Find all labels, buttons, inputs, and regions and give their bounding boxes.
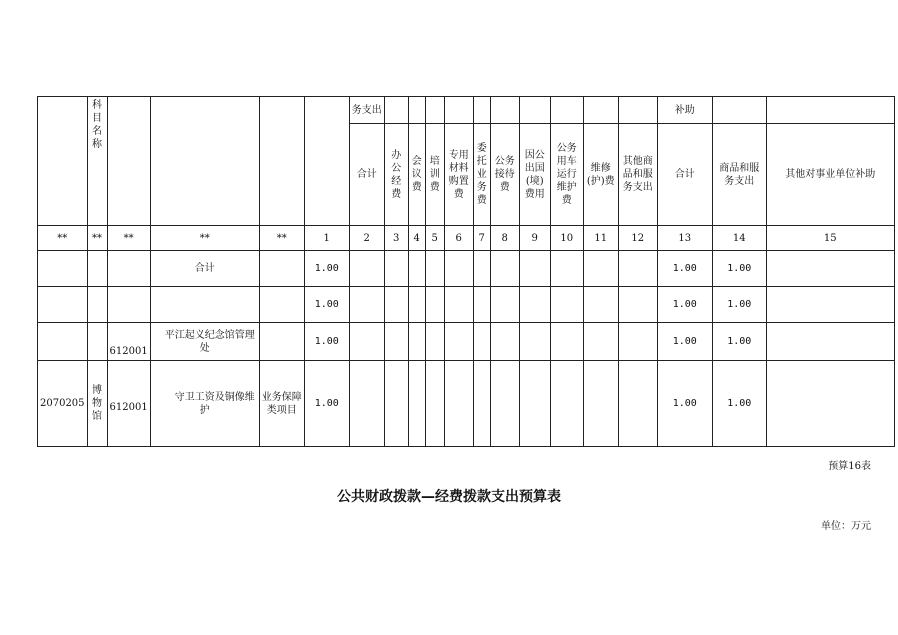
- cell-goods-services: 1.00: [712, 323, 766, 361]
- code-cell: **: [107, 226, 150, 251]
- subcol-header: [408, 124, 425, 226]
- subcol-label: 专用材料购置费: [448, 149, 469, 200]
- cell-project-type: 业务保障类项目: [259, 361, 304, 447]
- code-cell: 3: [384, 226, 408, 251]
- cell-unit-name: 合计: [150, 251, 259, 287]
- header-cell-3: [107, 97, 150, 226]
- subcol-label: 合计: [356, 169, 377, 180]
- subcol-header: [519, 124, 550, 226]
- cell-subject-name-text: 博物馆: [92, 385, 103, 422]
- cell-total: 1.00: [304, 287, 349, 323]
- code-cell: 1: [304, 226, 349, 251]
- subcol-header: [712, 124, 766, 226]
- cell-unit-code: [107, 251, 150, 287]
- cell-other-subsidy: [766, 323, 894, 361]
- cell-project-type: [259, 323, 304, 361]
- subcol-header: [490, 124, 519, 226]
- subcol-label: 培训费: [429, 156, 440, 193]
- header-row-1: [38, 97, 895, 124]
- header-cell-6: [304, 97, 349, 226]
- code-cell: 6: [444, 226, 473, 251]
- code-cell: **: [87, 226, 107, 251]
- subcol-label: 办公经费: [391, 149, 402, 200]
- header-blank: [490, 97, 519, 124]
- table-row: [38, 251, 895, 287]
- subcol-label: 维修(护)费: [586, 162, 615, 187]
- cell-subject-code: [38, 323, 88, 361]
- code-cell: 12: [618, 226, 657, 251]
- cell-subsidy-total: 1.00: [657, 361, 712, 447]
- cell-subsidy-total: 1.00: [657, 287, 712, 323]
- header-blank: [408, 97, 425, 124]
- header-cell-5: [259, 97, 304, 226]
- subcol-header: [550, 124, 583, 226]
- subcol-label: 公务用车运行维护费: [556, 143, 577, 206]
- subcol-label: 其他对事业单位补助: [785, 169, 876, 180]
- cell-unit-code: 612001: [107, 323, 150, 361]
- subject-name-header: [87, 97, 107, 226]
- code-cell: **: [150, 226, 259, 251]
- subcol-label: 其他商品和服务支出: [622, 156, 653, 193]
- unit-label: 单位：万元: [821, 521, 871, 532]
- header-cell-1: [38, 97, 88, 226]
- subcol-header: [766, 124, 894, 226]
- cell-subject-name: [87, 251, 107, 287]
- code-cell: 5: [425, 226, 444, 251]
- cell-project-type: [259, 251, 304, 287]
- code-cell: 10: [550, 226, 583, 251]
- cell-unit-name: [150, 287, 259, 323]
- code-cell: 15: [766, 226, 894, 251]
- subcol-header: [425, 124, 444, 226]
- code-cell: 2: [349, 226, 384, 251]
- cell-project-type: [259, 287, 304, 323]
- code-cell: 7: [473, 226, 490, 251]
- subject-name-label: 科目名称: [92, 100, 103, 150]
- cell-unit-code: [107, 287, 150, 323]
- cell-total: 1.00: [304, 361, 349, 447]
- code-cell: 4: [408, 226, 425, 251]
- subcol-header: [583, 124, 618, 226]
- code-cell: 14: [712, 226, 766, 251]
- code-cell: **: [38, 226, 88, 251]
- table-number: 预算16表: [828, 461, 871, 472]
- cell-other-subsidy: [766, 287, 894, 323]
- subcol-label: 公务接待费: [494, 156, 515, 193]
- subcol-header: [657, 124, 712, 226]
- cell-unit-name: 平江起义纪念馆管理处: [150, 323, 259, 361]
- subcol-label: 因公出国(境)费用: [524, 149, 545, 200]
- group-expense-header: [349, 97, 384, 124]
- subcol-header: [384, 124, 408, 226]
- header-cell-4: [150, 97, 259, 226]
- cell-other-subsidy: [766, 361, 894, 447]
- cell-goods-services: 1.00: [712, 287, 766, 323]
- group-subsidy-header: [657, 97, 712, 124]
- header-blank: [618, 97, 657, 124]
- header-blank: [712, 97, 766, 124]
- cell-total: 1.00: [304, 323, 349, 361]
- header-blank: [766, 97, 894, 124]
- table-row: [38, 287, 895, 323]
- cell-subsidy-total: 1.00: [657, 323, 712, 361]
- cell-other-subsidy: [766, 251, 894, 287]
- header-blank: [550, 97, 583, 124]
- table-row: [38, 361, 895, 447]
- header-blank: [384, 97, 408, 124]
- cell-goods-services: 1.00: [712, 361, 766, 447]
- cell-subject-code: 2070205: [38, 361, 88, 447]
- code-cell: **: [259, 226, 304, 251]
- subcol-label: 委托业务费: [476, 143, 487, 206]
- subcol-label: 合计: [674, 169, 695, 180]
- subcol-header: [473, 124, 490, 226]
- page-title: 公共财政拨款—经费拨款支出预算表: [337, 489, 561, 505]
- cell-goods-services: 1.00: [712, 251, 766, 287]
- header-blank: [519, 97, 550, 124]
- cell-subject-name: [87, 323, 107, 361]
- cell-subject-code: [38, 287, 88, 323]
- subcol-label: 商品和服务支出: [719, 162, 760, 187]
- header-blank: [425, 97, 444, 124]
- header-blank: [444, 97, 473, 124]
- code-cell: 13: [657, 226, 712, 251]
- subcol-header: [444, 124, 473, 226]
- subcol-header: [349, 124, 384, 226]
- cell-subject-code: [38, 251, 88, 287]
- cell-unit-name: 守卫工资及铜像维护: [150, 361, 259, 447]
- code-cell: 11: [583, 226, 618, 251]
- budget-table: [37, 96, 895, 447]
- code-row: [38, 226, 895, 251]
- cell-subject-name: [87, 361, 107, 447]
- table-row: [38, 323, 895, 361]
- cell-unit-code: 612001: [107, 361, 150, 447]
- cell-subject-name: [87, 287, 107, 323]
- cell-total: 1.00: [304, 251, 349, 287]
- code-cell: 8: [490, 226, 519, 251]
- header-blank: [473, 97, 490, 124]
- cell-subsidy-total: 1.00: [657, 251, 712, 287]
- group-expense-label: 务支出: [351, 104, 382, 116]
- subcol-header: [618, 124, 657, 226]
- group-subsidy-label: 补助: [674, 104, 695, 116]
- subcol-label: 会议费: [411, 156, 422, 193]
- header-blank: [583, 97, 618, 124]
- code-cell: 9: [519, 226, 550, 251]
